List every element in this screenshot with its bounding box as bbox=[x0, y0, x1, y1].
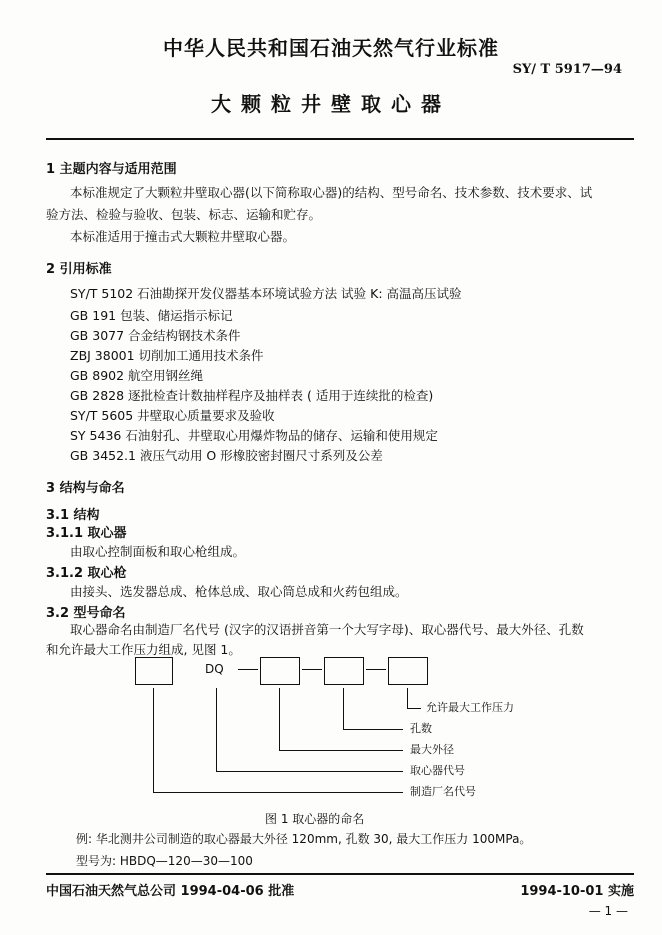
leader-line bbox=[153, 688, 154, 792]
document-title: 大颗粒井壁取心器 bbox=[211, 92, 451, 116]
footer-divider bbox=[46, 873, 634, 875]
reference-item: GB 191 包装、储运指示标记 bbox=[70, 308, 233, 323]
standard-number: SY/ T 5917—94 bbox=[512, 62, 622, 77]
implementation-date: 1994-10-01 实施 bbox=[520, 884, 634, 899]
section-3-1-heading: 3.1 结构 bbox=[46, 508, 100, 523]
label-max-pressure: 允许最大工作压力 bbox=[426, 701, 514, 714]
leader-line bbox=[407, 708, 421, 709]
reference-item: ZBJ 38001 切削加工通用技术条件 bbox=[70, 348, 264, 363]
reference-item: SY/T 5102 石油勘探开发仪器基本环境试验方法 试验 K: 高温高压试验 bbox=[70, 286, 462, 301]
section-3-1-1-text: 由取心控制面板和取心枪组成。 bbox=[70, 544, 246, 559]
label-hole-count: 孔数 bbox=[410, 722, 432, 735]
separator-dash bbox=[302, 669, 322, 670]
leader-line bbox=[153, 792, 403, 793]
section-2-heading: 2 引用标准 bbox=[46, 262, 112, 277]
dq-code-label: DQ bbox=[205, 662, 224, 676]
section-3-2-line2: 和允许最大工作压力组成, 见图 1。 bbox=[46, 642, 241, 657]
manufacturer-code-box bbox=[135, 657, 173, 685]
example-text: 例: 华北测井公司制造的取心器最大外径 120mm, 孔数 30, 最大工作压力 100MPa。 bbox=[76, 832, 532, 846]
header-divider bbox=[46, 138, 634, 140]
label-max-diameter: 最大外径 bbox=[410, 743, 454, 756]
section-3-heading: 3 结构与命名 bbox=[46, 481, 125, 496]
separator-dash bbox=[366, 669, 386, 670]
leader-line bbox=[407, 688, 408, 708]
max-pressure-box bbox=[388, 657, 428, 685]
leader-line bbox=[216, 688, 217, 771]
section-1-para1-line2: 验方法、检验与验收、包装、标志、运输和贮存。 bbox=[46, 207, 322, 222]
reference-item: GB 3077 合金结构钢技术条件 bbox=[70, 328, 241, 343]
section-3-1-2-text: 由接头、选发器总成、枪体总成、取心筒总成和火药包组成。 bbox=[70, 584, 408, 599]
reference-item: SY 5436 石油射孔、井壁取心用爆炸物品的储存、运输和使用规定 bbox=[70, 428, 438, 443]
model-example: 型号为: HBDQ—120—30—100 bbox=[76, 854, 253, 868]
leader-line bbox=[279, 750, 403, 751]
leader-line bbox=[343, 729, 403, 730]
label-coring-tool-code: 取心器代号 bbox=[410, 764, 465, 777]
section-1-para1-line1: 本标准规定了大颗粒井壁取心器(以下简称取心器)的结构、型号命名、技术参数、技术要求、试 bbox=[70, 185, 593, 200]
approval-info: 中国石油天然气总公司 1994-04-06 批准 bbox=[46, 884, 295, 899]
reference-item: GB 8902 航空用钢丝绳 bbox=[70, 368, 204, 383]
separator-dash bbox=[238, 669, 258, 670]
reference-item: GB 2828 逐批检查计数抽样程序及抽样表 ( 适用于连续批的检查) bbox=[70, 388, 434, 403]
section-1-para2: 本标准适用于撞击式大颗粒井壁取心器。 bbox=[70, 229, 296, 244]
leader-line bbox=[343, 688, 344, 729]
leader-line bbox=[279, 688, 280, 750]
section-3-2-line1: 取心器命名由制造厂名代号 (汉字的汉语拼音第一个大写字母)、取心器代号、最大外径、孔数 bbox=[70, 622, 584, 637]
section-3-2-heading: 3.2 型号命名 bbox=[46, 606, 126, 621]
reference-item: SY/T 5605 井壁取心质量要求及验收 bbox=[70, 408, 275, 423]
figure-caption: 图 1 取心器的命名 bbox=[265, 812, 365, 826]
reference-item: GB 3452.1 液压气动用 O 形橡胶密封圈尺寸系列及公差 bbox=[70, 448, 383, 463]
label-manufacturer-code: 制造厂名代号 bbox=[410, 785, 476, 798]
max-diameter-box bbox=[260, 657, 300, 685]
page-number: — 1 — bbox=[588, 904, 628, 918]
hole-count-box bbox=[324, 657, 364, 685]
section-1-heading: 1 主题内容与适用范围 bbox=[46, 162, 177, 177]
section-3-1-1-heading: 3.1.1 取心器 bbox=[46, 526, 127, 541]
section-3-1-2-heading: 3.1.2 取心枪 bbox=[46, 566, 127, 581]
leader-line bbox=[216, 771, 403, 772]
standard-category-title: 中华人民共和国石油天然气行业标准 bbox=[163, 36, 499, 60]
